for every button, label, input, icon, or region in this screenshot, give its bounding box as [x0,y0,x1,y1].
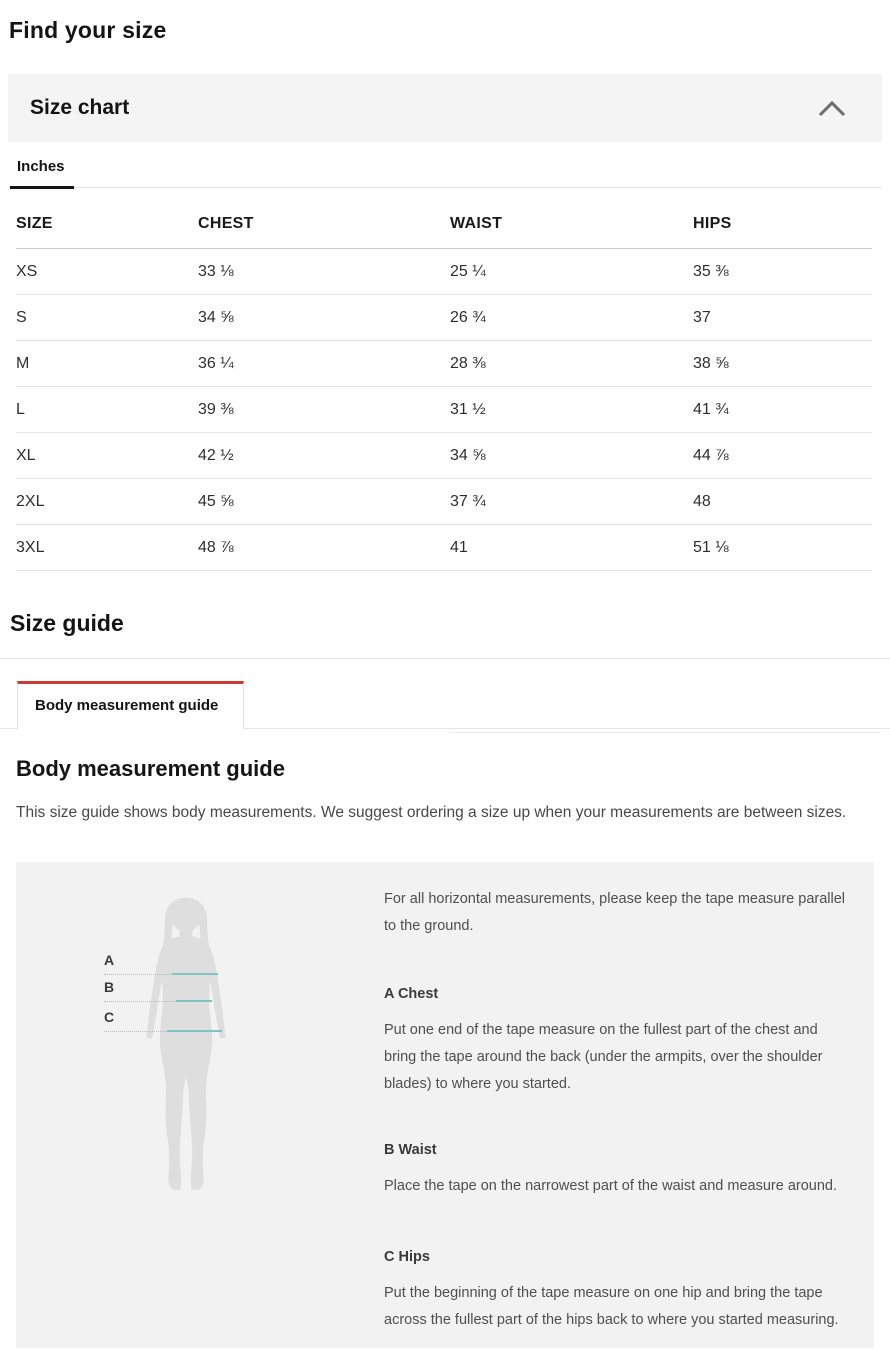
measurement-note: For all horizontal measurements, please keep the tape measure parallel to the ground. [384,891,846,934]
section-body-hips: Put the beginning of the tape measure on one hip and bring the tape across the fullest part of the hips back to where you started measuring. [384,1285,839,1328]
section-body-chest: Put one end of the tape measure on the fullest part of the chest and bring the tape around the back (under the armpits, over the shoulder blades) to where you started. [384,1022,823,1092]
table-row [16,249,872,295]
cell-chest: 48 ⅞ [198,525,450,571]
measure-line-b-dotted [104,1001,176,1002]
cell-waist: 37 ¾ [450,479,693,525]
cell-chest: 34 ⅝ [198,295,450,341]
cell-hips: 44 ⅞ [693,433,872,479]
measure-line-a-tape [172,973,218,975]
cell-hips: 51 ⅛ [693,525,872,571]
cell-hips: 37 [693,295,872,341]
page-title: Find your size [9,17,167,43]
measure-line-a-dotted [104,974,172,975]
table-row [16,295,872,341]
cell-chest: 33 ⅛ [198,249,450,295]
tab-bar-filler [0,681,17,729]
cell-chest: 36 ¼ [198,341,450,387]
size-chart-table [16,198,872,571]
cell-size: XL [16,433,198,479]
body-silhouette-figure [138,894,234,1198]
unit-tab-bar [8,142,882,188]
cell-size: S [16,295,198,341]
col-waist: WAIST [450,198,693,249]
cell-size: 3XL [16,525,198,571]
figure-area [16,862,384,1348]
col-chest: CHEST [198,198,450,249]
section-heading-hips: C Hips [384,1249,430,1265]
table-row [16,387,872,433]
cell-chest: 39 ⅜ [198,387,450,433]
body-measurement-guide-heading: Body measurement guide [16,756,285,781]
cell-hips: 41 ¾ [693,387,872,433]
size-guide-intro: This size guide shows body measurements. We suggest ordering a size up when your measurements are between sizes. [16,804,847,821]
cell-size: 2XL [16,479,198,525]
size-chart-toggle[interactable] [8,74,882,142]
table-row [16,479,872,525]
cell-chest: 45 ⅝ [198,479,450,525]
cell-hips: 38 ⅝ [693,341,872,387]
table-header-row [16,198,872,249]
measure-label-a: A [104,952,115,968]
cell-waist: 34 ⅝ [450,433,693,479]
guide-tab-bar [0,681,890,729]
cell-hips: 48 [693,479,872,525]
section-body-waist: Place the tape on the narrowest part of the waist and measure around. [384,1178,837,1194]
cell-waist: 41 [450,525,693,571]
measurement-panel [16,862,874,1348]
table-row [16,525,872,571]
measure-label-c: C [104,1009,115,1025]
cell-waist: 25 ¼ [450,249,693,295]
divider [0,658,890,659]
measure-line-b-tape [176,1000,212,1002]
measurement-instructions [384,862,850,1334]
cell-size: L [16,387,198,433]
measure-label-b: B [104,979,115,995]
divider [449,732,880,733]
tab-body-measurement-guide[interactable]: Body measurement guide [17,681,244,729]
cell-chest: 42 ½ [198,433,450,479]
col-hips: HIPS [693,198,872,249]
table-row [16,341,872,387]
cell-hips: 35 ⅜ [693,249,872,295]
tab-bar-filler [244,681,890,729]
table-row [16,433,872,479]
cell-waist: 31 ½ [450,387,693,433]
section-heading-chest: A Chest [384,986,439,1002]
cell-size: XS [16,249,198,295]
measure-line-c-tape [167,1030,222,1032]
size-guide-title: Size guide [10,610,124,636]
col-size: SIZE [16,198,198,249]
cell-waist: 28 ⅜ [450,341,693,387]
tab-inches[interactable]: Inches [10,158,74,189]
measure-line-c-dotted [104,1031,167,1032]
cell-waist: 26 ¾ [450,295,693,341]
cell-size: M [16,341,198,387]
chevron-up-icon [818,100,846,117]
section-heading-waist: B Waist [384,1142,437,1158]
size-chart-title: Size chart [30,96,130,119]
